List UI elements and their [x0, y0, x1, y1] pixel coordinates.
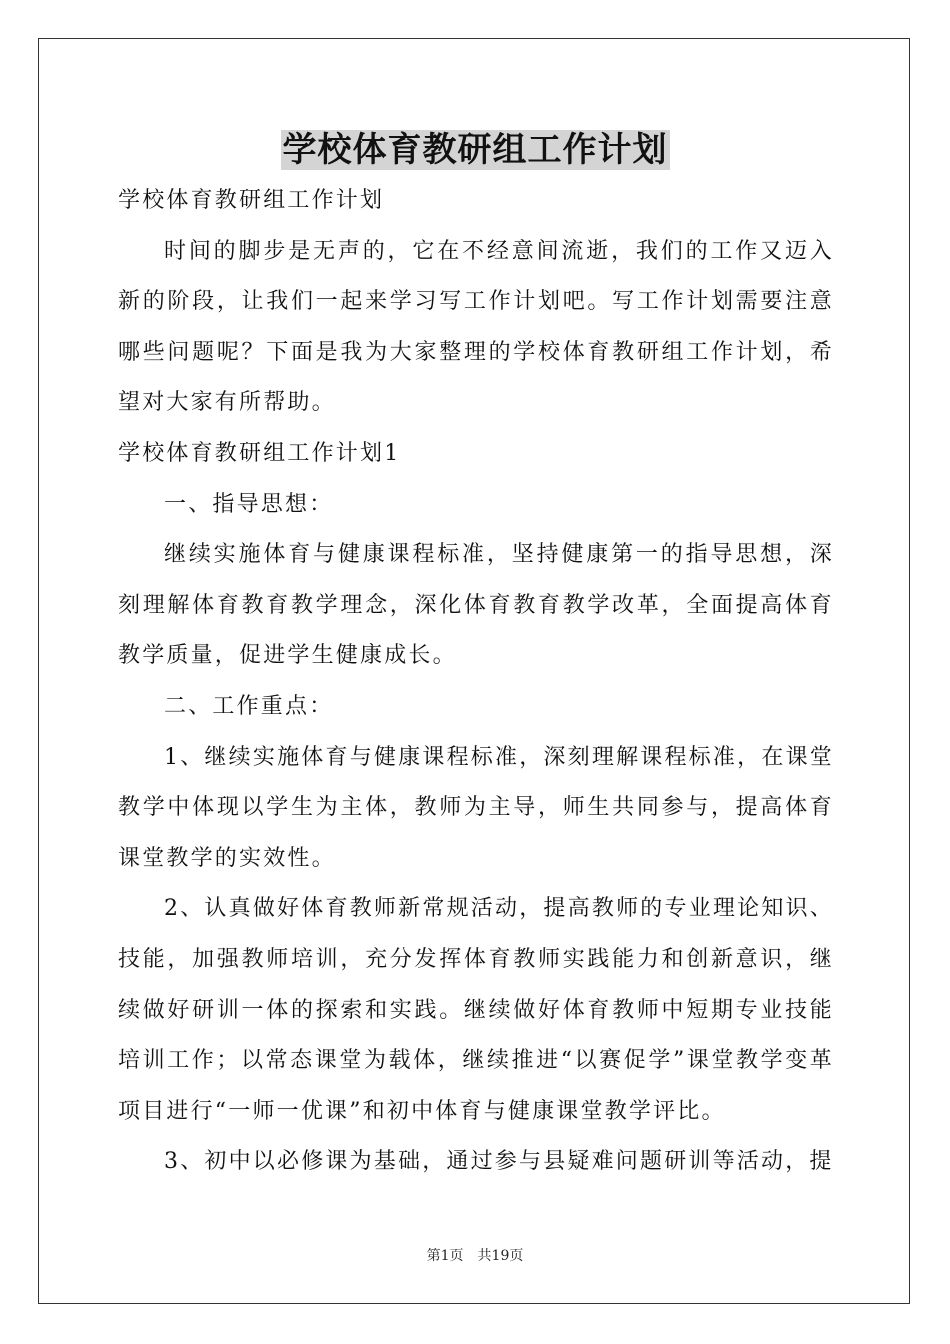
work-focus-item-1: 1、继续实施体育与健康课程标准，深刻理解课程标准，在课堂教学中体现以学生为主体，教师为主导，师生共同参与，提高体育课堂教学的实效性。	[118, 744, 834, 871]
document-title-text: 学校体育教研组工作计划	[282, 130, 668, 170]
section-title: 学校体育教研组工作计划1	[118, 440, 401, 466]
intro-paragraph: 时间的脚步是无声的，它在不经意间流逝，我们的工作又迈入新的阶段，让我们一起来学习写工作计划吧。写工作计划需要注意哪些问题呢？下面是我为大家整理的学校体育教研组工作计划，希望对大家有所帮助。	[118, 238, 834, 416]
heading-work-focus: 二、工作重点：	[164, 693, 334, 719]
page-total: 共19页	[477, 1248, 524, 1264]
work-focus-item-2: 2、认真做好体育教师新常规活动，提高教师的专业理论知识、技能，加强教师培训，充分发挥体育教师实践能力和创新意识，继续做好研训一体的探索和实践。继续做好体育教师中短期专业技能培训工作；以常态课堂为载体，继续推进“以赛促学”课堂教学变革项目进行“一师一优课”和初中体育与健康课堂教学评比。	[118, 896, 834, 1124]
page-number: 第1页	[426, 1248, 464, 1264]
work-focus-item-3: 3、初中以必修课为基础，通过参与县疑难问题研训等活动，提	[164, 1149, 834, 1175]
page-footer	[0, 1246, 950, 1266]
document-title	[0, 126, 950, 174]
document-subtitle: 学校体育教研组工作计划	[118, 188, 385, 213]
document-body	[118, 176, 834, 1188]
guiding-ideology-paragraph: 继续实施体育与健康课程标准，坚持健康第一的指导思想，深刻理解体育教育教学理念，深化体育教育教学改革，全面提高体育教学质量，促进学生健康成长。	[118, 542, 834, 669]
heading-guiding-ideology: 一、指导思想：	[164, 491, 334, 517]
